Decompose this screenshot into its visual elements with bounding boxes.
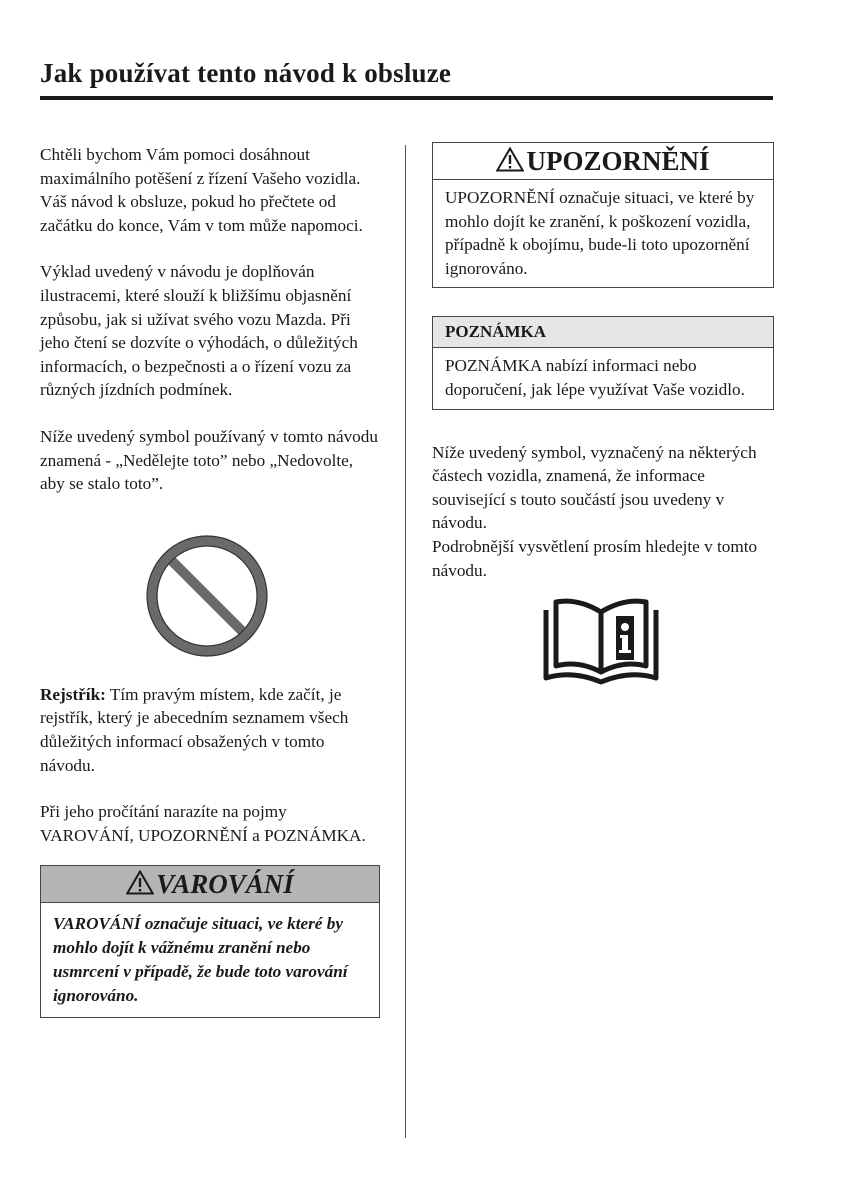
note-heading: POZNÁMKA (433, 317, 773, 348)
note-text: POZNÁMKA nabízí informaci nebo doporučení, jak lépe využívat Vaše vozidlo. (445, 356, 745, 399)
warning-box (40, 865, 380, 1018)
caution-text: UPOZORNĚNÍ označuje situaci, ve které by mohlo dojít ke zranění, k poškození vozidla, případně k obojímu, bude-li toto upozornění ignorováno. (445, 188, 755, 278)
index-paragraph (40, 683, 380, 777)
warning-triangle-icon (126, 870, 154, 895)
warning-box-header (41, 866, 379, 903)
right-column (432, 142, 774, 688)
title-underline (40, 96, 773, 100)
column-divider (405, 145, 406, 1138)
prohibition-symbol-paragraph: Níže uvedený symbol používaný v tomto návodu znamená - „Nedělejte toto” nebo „Nedovolte, aby se stalo toto”. (40, 426, 378, 494)
terms-paragraph: Při jeho pročítání narazíte na pojmy VAROVÁNÍ, UPOZORNĚNÍ a POZNÁMKA. (40, 802, 366, 845)
index-label: Rejstřík: (40, 684, 106, 704)
illustrations-paragraph: Výklad uvedený v návodu je doplňován ilustracemi, které slouží k bližšímu objasnění způsobu, jak si užívat svého vozu Mazda. Při jeho čtení se dozvíte o výhodách, o důležitých informacích, o bezpečnosti a o řízení vozu za různých jízdních podmínek. (40, 262, 358, 400)
caution-heading: UPOZORNĚNÍ (526, 146, 710, 176)
index-text: Tím pravým místem, kde začít, je rejstřík, který je abecedním seznamem všech důležitých informací obsažených v tomto návodu. (40, 684, 349, 775)
page-title: Jak používat tento návod k obsluze (40, 58, 452, 88)
book-info-icon (542, 596, 660, 688)
left-column (40, 143, 380, 1018)
warning-triangle-icon (496, 147, 524, 172)
prohibition-icon (146, 535, 268, 657)
note-box (432, 316, 774, 409)
book-symbol-reference: Podrobnější vysvětlení prosím hledejte v tomto návodu. (432, 536, 758, 580)
intro-paragraph: Chtěli bychom Vám pomoci dosáhnout maximálního potěšení z řízení Vašeho vozidla. Váš návod k obsluze, pokud ho přečtete od začátku do konce, Vám v tom může napomoci. (40, 145, 363, 235)
book-symbol-paragraph: Níže uvedený symbol, vyznačený na některých částech vozidla, znamená, že informace související s touto součástí jsou uvedeny v návodu. (432, 442, 757, 533)
warning-text: VAROVÁNÍ označuje situaci, ve které by mohlo dojít k vážnému zranění nebo usmrcení v případě, že bude toto varování ignorováno. (53, 914, 348, 1006)
caution-box-header (433, 143, 773, 180)
caution-box (432, 142, 774, 288)
warning-heading: VAROVÁNÍ (156, 869, 294, 900)
